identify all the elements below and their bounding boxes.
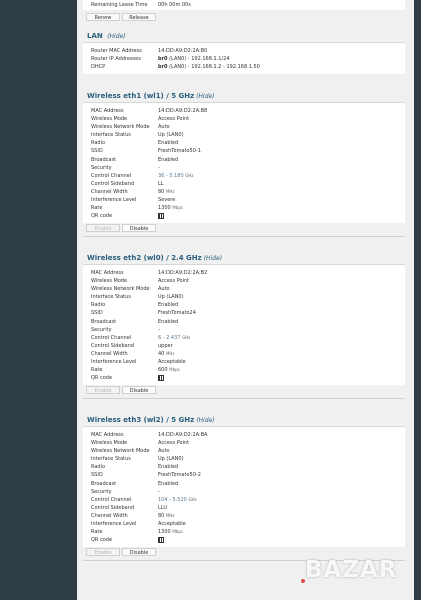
wireless-panel bbox=[83, 426, 405, 547]
wireless-row-value bbox=[158, 358, 186, 366]
disable-button[interactable]: Disable bbox=[122, 386, 156, 394]
wireless-row-value bbox=[158, 488, 160, 496]
wireless-row bbox=[83, 172, 405, 180]
wireless-row bbox=[83, 439, 405, 447]
wireless-value-text: FreshTomato24 bbox=[158, 310, 196, 317]
wireless-row bbox=[83, 326, 405, 334]
wireless-row-label: Wireless Mode bbox=[91, 116, 128, 123]
lan-title bbox=[83, 30, 405, 42]
wireless-row-value bbox=[158, 139, 178, 147]
wireless-row bbox=[83, 212, 405, 220]
wireless-row bbox=[83, 156, 405, 164]
wireless-value-text: Up (LAN0) bbox=[158, 132, 184, 139]
wireless-row-label: Security bbox=[91, 488, 112, 495]
wireless-row-label: SSID bbox=[91, 472, 103, 479]
lan-row bbox=[83, 55, 405, 63]
wireless-row bbox=[83, 285, 405, 293]
wireless-value-unit: Mbps bbox=[172, 205, 183, 211]
wireless-row bbox=[83, 463, 405, 471]
wireless-row-value bbox=[158, 269, 207, 277]
lan-row-label: DHCP bbox=[91, 64, 106, 71]
wireless-row-value bbox=[158, 496, 197, 504]
wireless-value-text: Severe bbox=[158, 197, 176, 204]
wireless-value-text: Up (LAN0) bbox=[158, 456, 184, 463]
lan-iface: br0 bbox=[158, 56, 168, 63]
lan-row bbox=[83, 47, 405, 55]
wireless-row-label: Security bbox=[91, 326, 112, 333]
enable-button[interactable]: Enable bbox=[86, 548, 120, 556]
wireless-row-label: Rate bbox=[91, 529, 103, 536]
wireless-row-value bbox=[158, 212, 164, 220]
lan-row bbox=[83, 63, 405, 71]
wireless-row-value bbox=[158, 188, 175, 196]
wireless-value-text: 40 bbox=[158, 350, 166, 357]
wireless-row bbox=[83, 358, 405, 366]
wireless-row-value bbox=[158, 463, 178, 471]
wireless-row bbox=[83, 471, 405, 479]
wireless-value-text: Acceptable bbox=[158, 359, 186, 366]
wireless-row-label: Security bbox=[91, 164, 112, 171]
wireless-row-value bbox=[158, 309, 196, 317]
right-edge-background bbox=[414, 0, 421, 600]
wireless-section-eth1 bbox=[83, 90, 405, 237]
wireless-title-text: Wireless eth2 (wl0) / 2.4 GHz bbox=[87, 254, 202, 262]
disable-button[interactable]: Disable bbox=[122, 548, 156, 556]
wireless-value-text: Up (LAN0) bbox=[158, 294, 184, 301]
wireless-value-text: 1300 bbox=[158, 205, 173, 212]
wireless-row-value bbox=[158, 204, 183, 212]
wireless-row-value bbox=[158, 196, 175, 204]
wireless-row-label: MAC Address bbox=[91, 108, 124, 114]
left-sidebar-background bbox=[0, 0, 77, 600]
wireless-row bbox=[83, 366, 405, 374]
wireless-panel bbox=[83, 102, 405, 223]
wireless-row-label: Channel Width bbox=[91, 350, 128, 357]
section-divider bbox=[83, 398, 405, 399]
wireless-row-value bbox=[158, 293, 184, 301]
wireless-row-value bbox=[158, 156, 178, 164]
wireless-row bbox=[83, 293, 405, 301]
release-button[interactable]: Release bbox=[122, 13, 156, 21]
wireless-title-text: Wireless eth3 (wl2) / 5 GHz bbox=[87, 416, 195, 424]
wireless-row-label: Radio bbox=[91, 464, 106, 471]
qr-code-icon[interactable] bbox=[158, 375, 164, 381]
wireless-row-label: Control Channel bbox=[91, 334, 132, 341]
wireless-value-text: - bbox=[158, 326, 160, 333]
wireless-value-unit: MHz bbox=[165, 512, 175, 518]
wireless-value-text: Acceptable bbox=[158, 521, 186, 528]
wireless-row-value bbox=[158, 107, 207, 115]
wireless-row bbox=[83, 374, 405, 382]
wireless-row bbox=[83, 431, 405, 439]
remaining-lease-row bbox=[83, 1, 405, 9]
wireless-row-value bbox=[158, 123, 170, 131]
wireless-value-text: Access Point bbox=[158, 116, 190, 123]
enable-button[interactable]: Enable bbox=[86, 224, 120, 232]
wireless-row-value bbox=[158, 528, 183, 536]
wireless-button-bar bbox=[83, 224, 405, 234]
wireless-row-value bbox=[158, 439, 189, 447]
wireless-value-unit: MHz bbox=[165, 188, 175, 194]
remaining-lease-label: Remaining Lease Time bbox=[91, 2, 148, 8]
wireless-value-text: LLU bbox=[158, 504, 167, 511]
wireless-row-label: SSID bbox=[91, 148, 103, 155]
wireless-row-value bbox=[158, 172, 193, 180]
wireless-title bbox=[83, 414, 405, 426]
wireless-row-label: Control Sideband bbox=[91, 504, 135, 511]
wireless-row-value bbox=[158, 480, 178, 488]
wireless-title bbox=[83, 90, 405, 102]
wireless-row-label: Interface Status bbox=[91, 132, 131, 139]
disable-button[interactable]: Disable bbox=[122, 224, 156, 232]
wireless-row bbox=[83, 480, 405, 488]
wireless-value-text: Auto bbox=[158, 124, 170, 131]
wireless-value-text: Enabled bbox=[158, 140, 179, 147]
lan-hide-link[interactable]: (Hide) bbox=[107, 33, 126, 40]
wireless-value-text: Enabled bbox=[158, 156, 179, 163]
wireless-row bbox=[83, 188, 405, 196]
wireless-value-text: Enabled bbox=[158, 302, 179, 309]
wireless-value-text: 14:DD:A9:D2:2A:BA bbox=[158, 432, 208, 438]
wireless-row-label: QR code bbox=[91, 537, 113, 544]
wireless-value-text: 104 - 5.520 bbox=[158, 496, 189, 503]
wireless-value-text: 14:DD:A9:D2:2A:B8 bbox=[158, 108, 208, 114]
dhcp-lease-section bbox=[83, 0, 405, 23]
wireless-row-label: Interference Level bbox=[91, 197, 137, 204]
wireless-value-text: Auto bbox=[158, 286, 170, 293]
wireless-value-unit: GHz bbox=[188, 496, 197, 502]
wireless-button-bar bbox=[83, 386, 405, 396]
wireless-value-text: 36 - 5.180 bbox=[158, 172, 186, 179]
wireless-row-label: Interface Status bbox=[91, 456, 131, 463]
lan-dhcp-value: (LAN0) - 192.168.1.2 - 192.168.1.50 bbox=[167, 64, 260, 71]
wireless-value-text: upper bbox=[158, 342, 173, 349]
wireless-row-value bbox=[158, 342, 173, 350]
wireless-value-text: 600 bbox=[158, 367, 170, 374]
wireless-value-unit: MHz bbox=[165, 350, 175, 356]
wireless-row-value bbox=[158, 318, 178, 326]
status-content bbox=[77, 0, 414, 600]
enable-button[interactable]: Enable bbox=[86, 386, 120, 394]
wireless-row bbox=[83, 204, 405, 212]
lan-section bbox=[83, 30, 405, 74]
lan-row-value bbox=[158, 63, 260, 71]
wireless-value-text: Enabled bbox=[158, 480, 179, 487]
wireless-row bbox=[83, 342, 405, 350]
wireless-row-label: Radio bbox=[91, 140, 106, 147]
wireless-row-label: Wireless Mode bbox=[91, 440, 128, 447]
wireless-row bbox=[83, 520, 405, 528]
wireless-row-value bbox=[158, 431, 207, 439]
wireless-section-eth2 bbox=[83, 252, 405, 399]
wireless-row bbox=[83, 536, 405, 544]
wireless-row-label: Interface Status bbox=[91, 294, 131, 301]
wireless-row-value bbox=[158, 277, 189, 285]
wireless-row-value bbox=[158, 536, 164, 544]
wireless-row-value bbox=[158, 334, 190, 342]
wireless-row-label: Control Sideband bbox=[91, 180, 135, 187]
wireless-row-label: MAC Address bbox=[91, 270, 124, 276]
wireless-row-label: Broadcast bbox=[91, 156, 117, 163]
wireless-row-label: Control Channel bbox=[91, 496, 132, 503]
wireless-value-text: - bbox=[158, 488, 160, 495]
lan-row-value bbox=[158, 55, 230, 63]
wireless-row bbox=[83, 164, 405, 172]
wireless-row-label: Interference Level bbox=[91, 521, 137, 528]
wireless-row bbox=[83, 488, 405, 496]
wireless-row-value bbox=[158, 164, 160, 172]
wireless-row bbox=[83, 447, 405, 455]
bazar-watermark: BAZAR bbox=[305, 557, 398, 583]
lan-row-value: 14:DD:A9:D2:2A:B0 bbox=[158, 48, 208, 54]
wireless-value-unit: Mbps bbox=[172, 529, 183, 535]
wireless-row-label: SSID bbox=[91, 310, 103, 317]
wireless-row-label: Wireless Network Mode bbox=[91, 124, 150, 131]
wireless-row-label: Wireless Network Mode bbox=[91, 448, 150, 455]
wireless-row bbox=[83, 504, 405, 512]
wireless-row-label: Rate bbox=[91, 205, 103, 212]
wireless-row-label: Rate bbox=[91, 367, 103, 374]
wireless-row bbox=[83, 334, 405, 342]
lan-iface: br0 bbox=[158, 64, 168, 71]
wireless-value-text: FreshTomato50-2 bbox=[158, 472, 201, 479]
wireless-panel bbox=[83, 264, 405, 385]
wireless-row-label: Interference Level bbox=[91, 359, 137, 366]
wireless-hide-link[interactable]: (Hide) bbox=[196, 93, 215, 100]
lan-ip-value: (LAN0) - 192.168.1.1/24 bbox=[167, 56, 230, 63]
wireless-row-value bbox=[158, 180, 164, 188]
wireless-row-value bbox=[158, 301, 178, 309]
wireless-row bbox=[83, 269, 405, 277]
wireless-value-unit: GHz bbox=[185, 172, 194, 178]
wireless-row bbox=[83, 196, 405, 204]
wireless-value-text: FreshTomato50-1 bbox=[158, 148, 201, 155]
wireless-section-eth3 bbox=[83, 414, 405, 561]
wireless-row-label: MAC Address bbox=[91, 432, 124, 438]
qr-code-icon[interactable] bbox=[158, 537, 164, 543]
wireless-value-text: 80 bbox=[158, 512, 166, 519]
wireless-value-text: Enabled bbox=[158, 318, 179, 325]
lan-row-label: Router IP Addresses bbox=[91, 56, 141, 63]
wireless-row bbox=[83, 139, 405, 147]
wireless-row-label: QR code bbox=[91, 213, 113, 220]
wireless-row bbox=[83, 512, 405, 520]
section-divider bbox=[83, 236, 405, 237]
wireless-row bbox=[83, 350, 405, 358]
renew-button[interactable]: Renew bbox=[86, 13, 120, 21]
wireless-row-value bbox=[158, 131, 184, 139]
wireless-value-text: Access Point bbox=[158, 440, 190, 447]
wireless-row-value bbox=[158, 471, 201, 479]
wireless-title bbox=[83, 252, 405, 264]
wireless-value-unit: Mbps bbox=[169, 367, 180, 373]
wireless-row bbox=[83, 180, 405, 188]
wireless-value-unit: GHz bbox=[182, 334, 191, 340]
wireless-row-label: Channel Width bbox=[91, 188, 128, 195]
wireless-row bbox=[83, 107, 405, 115]
wireless-title-text: Wireless eth1 (wl1) / 5 GHz bbox=[87, 92, 195, 100]
wireless-row bbox=[83, 318, 405, 326]
wireless-row-label: Channel Width bbox=[91, 512, 128, 519]
wireless-row-label: Broadcast bbox=[91, 480, 117, 487]
wireless-row bbox=[83, 277, 405, 285]
lan-panel bbox=[83, 42, 405, 74]
wireless-hide-link[interactable]: (Hide) bbox=[203, 255, 223, 262]
wireless-row bbox=[83, 147, 405, 155]
wireless-row-value bbox=[158, 326, 160, 334]
wireless-value-text: Enabled bbox=[158, 464, 179, 471]
lan-row-label: Router MAC Address bbox=[91, 48, 142, 54]
wireless-row bbox=[83, 528, 405, 536]
wireless-row-label: Control Sideband bbox=[91, 342, 135, 349]
wireless-row-value bbox=[158, 512, 175, 520]
wireless-row-label: Radio bbox=[91, 302, 106, 309]
wireless-row-label: Broadcast bbox=[91, 318, 117, 325]
wireless-row-value bbox=[158, 504, 167, 512]
wireless-value-text: 6 - 2.437 bbox=[158, 334, 183, 341]
wireless-row bbox=[83, 115, 405, 123]
wireless-value-text: - bbox=[158, 164, 160, 171]
wireless-row-value bbox=[158, 447, 170, 455]
wireless-row-label: Wireless Mode bbox=[91, 278, 128, 285]
wireless-value-text: 80 bbox=[158, 188, 166, 195]
wireless-row-value bbox=[158, 455, 184, 463]
wireless-value-text: 14:DD:A9:D2:2A:B2 bbox=[158, 270, 208, 276]
wireless-row-label: Wireless Network Mode bbox=[91, 286, 150, 293]
wireless-row-value bbox=[158, 285, 170, 293]
lan-title-text: LAN bbox=[87, 32, 103, 40]
qr-code-icon[interactable] bbox=[158, 213, 164, 219]
wireless-row-value bbox=[158, 115, 189, 123]
wireless-row-value bbox=[158, 147, 201, 155]
wireless-row bbox=[83, 131, 405, 139]
wireless-row-value bbox=[158, 366, 180, 374]
wireless-value-text: Access Point bbox=[158, 278, 190, 285]
wireless-row bbox=[83, 496, 405, 504]
wireless-row-value bbox=[158, 374, 164, 382]
wireless-row-value bbox=[158, 520, 186, 528]
wireless-value-text: Auto bbox=[158, 448, 170, 455]
wireless-value-text: 1300 bbox=[158, 529, 173, 536]
remaining-lease-value: 00h 00m 00s bbox=[158, 2, 191, 8]
wireless-row-value bbox=[158, 350, 175, 358]
wireless-value-text: LL bbox=[158, 180, 164, 187]
wireless-row bbox=[83, 309, 405, 317]
wireless-row-label: Control Channel bbox=[91, 172, 132, 179]
wireless-row bbox=[83, 301, 405, 309]
wireless-row bbox=[83, 123, 405, 131]
wireless-row-label: QR code bbox=[91, 375, 113, 382]
wireless-row bbox=[83, 455, 405, 463]
lease-button-bar bbox=[83, 13, 405, 23]
wireless-hide-link[interactable]: (Hide) bbox=[196, 417, 215, 424]
